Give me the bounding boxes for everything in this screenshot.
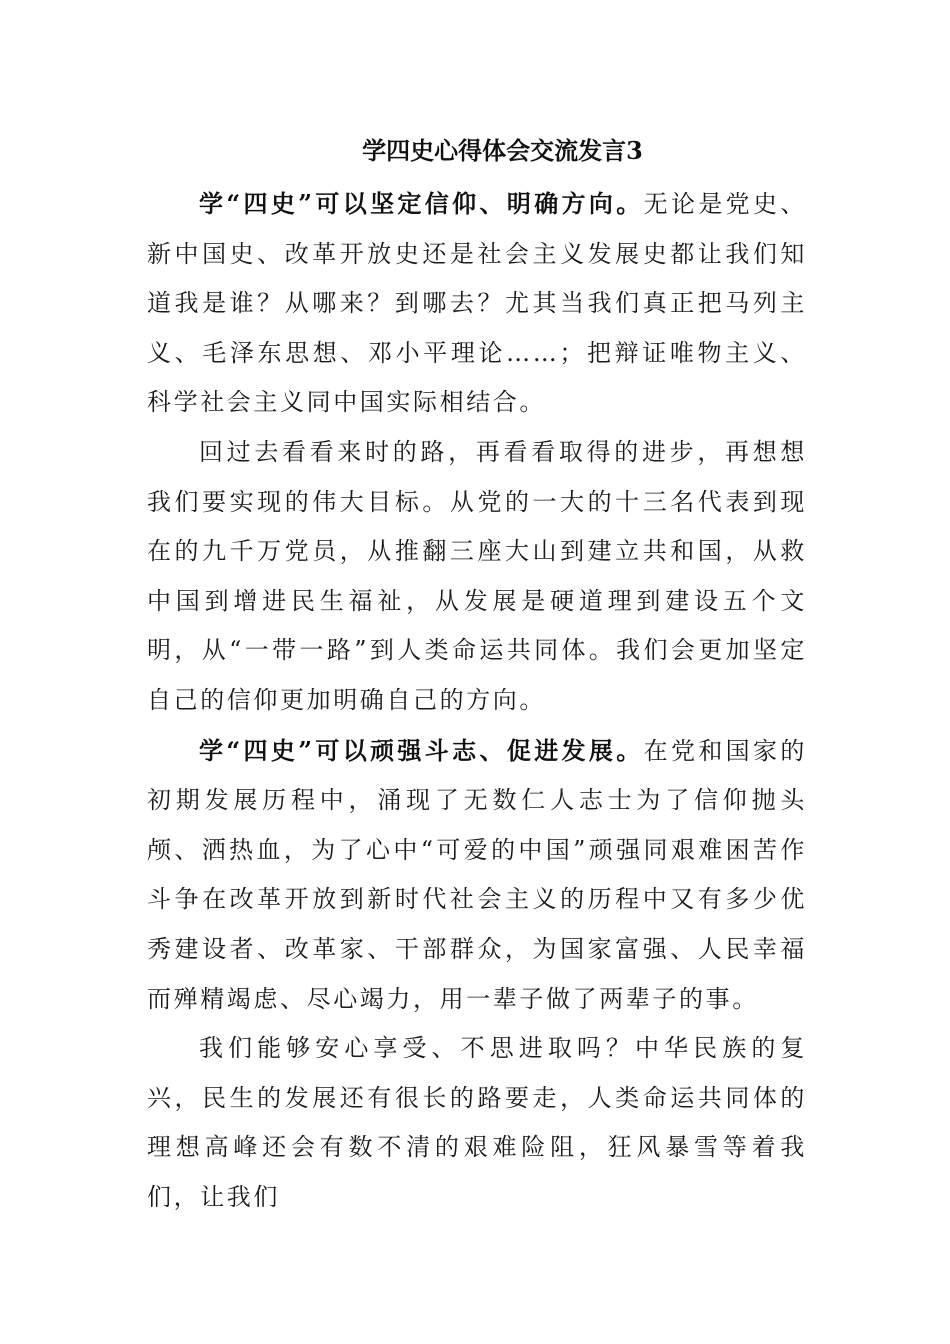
document-body — [147, 179, 807, 1222]
paragraph-4-text: 我们能够安心享受、不思进取吗？中华民族的复兴，民生的发展还有很长的路要走，人类命运共同体的理想高峰还会有数不清的艰难险阻，狂风暴雪等着我们，让我们 — [147, 1034, 807, 1211]
paragraph-2-text: 回过去看看来时的路，再看看取得的进步，再想想我们要实现的伟大目标。从党的一大的十三名代表到现在的九千万党员，从推翻三座大山到建立共和国，从救中国到增进民生福祉，从发展是硬道理到建设五个文明，从“一带一路”到人类命运共同体。我们会更加坚定自己的信仰更加明确自己的方向。 — [147, 437, 807, 714]
paragraph-1 — [147, 179, 807, 428]
paragraph-1-text: 无论是党史、新中国史、改革开放史还是社会主义发展史都让我们知道我是谁？从哪来？到哪去？尤其当我们真正把马列主义、毛泽东思想、邓小平理论……；把辩证唯物主义、科学社会主义同中国实际相结合。 — [147, 190, 807, 417]
paragraph-1-lead: 学“四史”可以坚定信仰、明确方向。 — [199, 189, 644, 218]
paragraph-3-lead: 学“四史”可以顽强斗志、促进发展。 — [199, 735, 644, 765]
paragraph-4 — [147, 1024, 807, 1222]
paragraph-3-text: 在党和国家的初期发展历程中，涌现了无数仁人志士为了信仰抛头颅、洒热血，为了心中“可爱的中国”顽强同艰难困苦作斗争在改革开放到新时代社会主义的历程中又有多少优秀建设者、改革家、干部群众，为国家富强、人民幸福而殚精竭虑、尽心竭力，用一辈子做了两辈子的事。 — [147, 736, 807, 1013]
paragraph-2 — [147, 428, 807, 726]
document-title: 学四史心得体会交流发言3 — [362, 136, 643, 165]
paragraph-3 — [147, 726, 807, 1025]
